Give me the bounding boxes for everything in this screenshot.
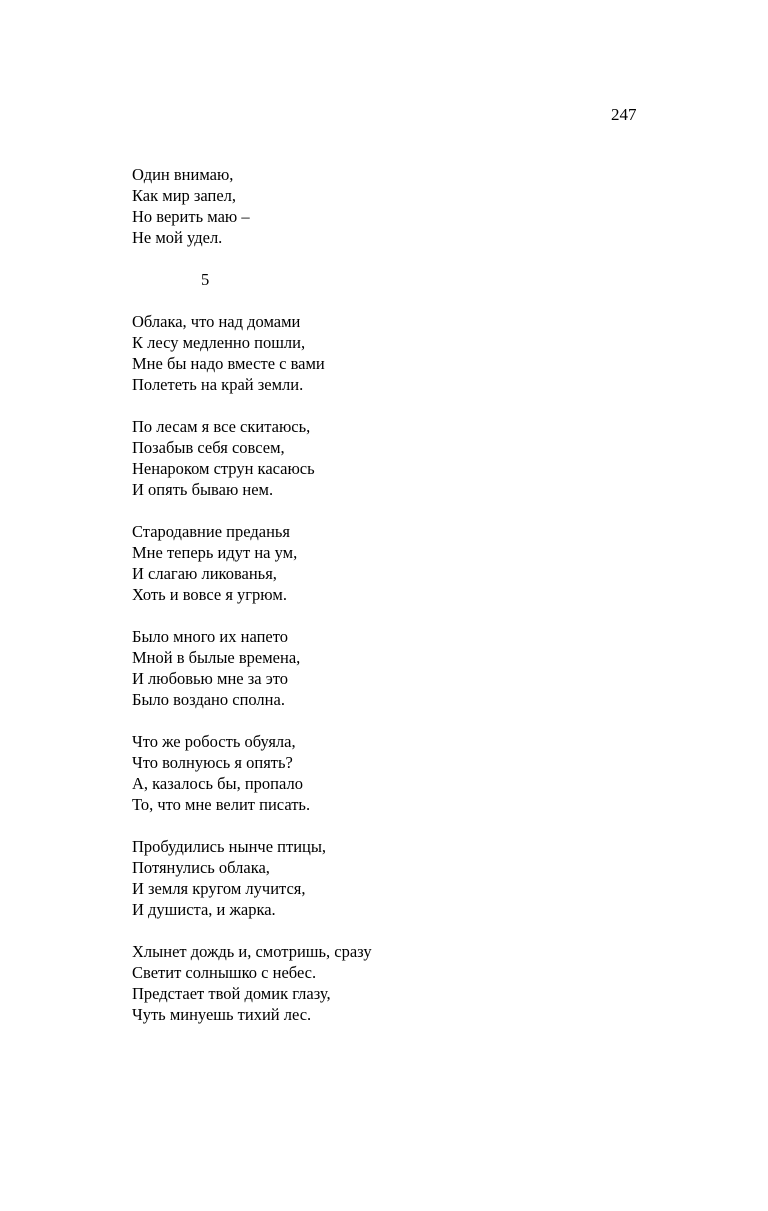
poem-line: Мной в былые времена, xyxy=(132,648,301,667)
stanza xyxy=(132,836,692,920)
poem-line: Хлынет дождь и, смотришь, сразу xyxy=(132,942,372,961)
poem-line: К лесу медленно пошли, xyxy=(132,333,306,352)
poem-line: Хоть и вовсе я угрюм. xyxy=(132,585,287,604)
poem-line: Но верить маю – xyxy=(132,207,250,226)
poem-line: И слагаю ликованья, xyxy=(132,564,277,583)
poem-line: Как мир запел, xyxy=(132,186,237,205)
poem-line: По лесам я все скитаюсь, xyxy=(132,417,311,436)
poem-line: Потянулись облака, xyxy=(132,858,270,877)
poem-line: И душиста, и жарка. xyxy=(132,900,276,919)
poem-line: Мне теперь идут на ум, xyxy=(132,543,298,562)
poem-line: А, казалось бы, пропало xyxy=(132,774,303,793)
poem-line: Чуть минуешь тихий лес. xyxy=(132,1005,312,1024)
poem-line: Стародавние преданья xyxy=(132,522,291,541)
stanza xyxy=(132,521,692,605)
poem-text xyxy=(132,164,692,1046)
section-number: 5 xyxy=(201,270,210,289)
poem-line: Мне бы надо вместе с вами xyxy=(132,354,325,373)
poem-line: Не мой удел. xyxy=(132,228,223,247)
poem-line: Что волнуюсь я опять? xyxy=(132,753,293,772)
poem-line: Светит солнышко с небес. xyxy=(132,963,317,982)
poem-line: Пробудились нынче птицы, xyxy=(132,837,327,856)
poem-line: И любовью мне за это xyxy=(132,669,289,688)
poem-line: Один внимаю, xyxy=(132,165,234,184)
stanza xyxy=(132,416,692,500)
stanza xyxy=(132,941,692,1025)
poem-line: Было воздано сполна. xyxy=(132,690,285,709)
poem-line: Полететь на край земли. xyxy=(132,375,304,394)
poem-line: Позабыв себя совсем, xyxy=(132,438,285,457)
stanza xyxy=(132,731,692,815)
poem-line: То, что мне велит писать. xyxy=(132,795,311,814)
poem-line: И опять бываю нем. xyxy=(132,480,274,499)
opening-stanza xyxy=(132,164,692,248)
poem-line: Ненароком струн касаюсь xyxy=(132,459,315,478)
stanza xyxy=(132,626,692,710)
poem-line: И земля кругом лучится, xyxy=(132,879,306,898)
poem-line: Что же робость обуяла, xyxy=(132,732,296,751)
poem-line: Было много их напето xyxy=(132,627,288,646)
page-number: 247 xyxy=(611,105,637,124)
stanza xyxy=(132,311,692,395)
poem-line: Облака, что над домами xyxy=(132,312,301,331)
poem-line: Предстает твой домик глазу, xyxy=(132,984,331,1003)
